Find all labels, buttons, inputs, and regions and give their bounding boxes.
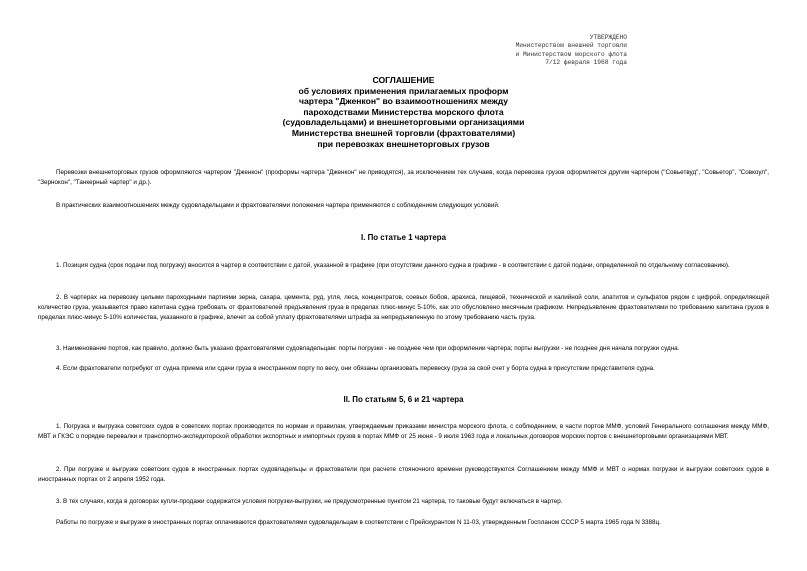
title-line: чартера "Дженкон" во взаимоотношениях между (298, 96, 509, 107)
paragraph (38, 261, 769, 271)
paragraph (38, 293, 769, 324)
paragraph-text: 2. При погрузке и выгрузке советских судов в иностранных портах судовладельцы и фрахтователи при расчете стояночного времени руководствуются Соглашением между ММФ и МВТ о нормах погрузки и выгрузки советских судов в иностранных портах от 2 апреля 1952 года. (38, 466, 769, 484)
paragraph (38, 344, 769, 354)
title-line: об условиях применения прилагаемых проформ (298, 85, 509, 96)
title-line: пароходствами Министерства морского флота (303, 106, 504, 117)
paragraph-text: 1. Погрузка и выгрузка советских судов в советских портах производится по нормам и правилам, утверждаемым приказами министра морского флота, с соблюдением, в части портов ММФ, условий Генерального соглашения между ММФ, МВТ и ГКЭС о порядке перевалки и транспортно-экспедиторской обработки экспортных и импортных грузов в портах ММФ от 25 июня - 9 июля 1963 года и локальных договоров морских портов с внешнеторговыми организациями МВТ. (38, 423, 769, 441)
paragraph-text: Работы по погрузке и выгрузке в иностранных портах оплачиваются фрахтователями судовладельцам в соответствии с Прейскурантом N 11-03, утвержденным Госпланом СССР 5 марта 1965 года N 3388ц. (56, 519, 661, 526)
section-heading: II. По статьям 5, 6 и 21 чартера (343, 395, 464, 404)
title-line: СОГЛАШЕНИЕ (372, 75, 435, 85)
approval-stamp (387, 34, 627, 68)
approval-date: 7/12 февраля 1968 года (545, 59, 627, 67)
paragraph (38, 364, 769, 374)
paragraph-text: 4. Если фрахтователи потребуют от судна приема или сдачи груза в иностранном порту по весу, они обязаны организовать перевеску груза за свой счет у борта судна в присутствии представителя судна. (56, 365, 655, 372)
paragraph-text: 1. Позиция судна (срок подачи под погрузку) вносится в чартер в соответствии с датой, указанной в графике (при отсутствии данного судна в графике - в соответствии с датой подачи, определенной по отдельному согласованию). (56, 262, 730, 269)
title-line: (судовладельцами) и внешнеторговыми организациями (282, 117, 525, 128)
section-heading: I. По статье 1 чартера (361, 233, 446, 242)
paragraph (38, 518, 769, 528)
paragraph (38, 465, 769, 485)
title-line: Министерства внешней торговли (фрахтователями) (291, 127, 516, 138)
approval-line: УТВЕРЖДЕНО (589, 34, 627, 41)
title-line: при перевозках внешнеторговых грузов (317, 138, 490, 149)
paragraph (38, 497, 769, 507)
approval-line: и Министерством морского флота (515, 50, 627, 58)
paragraph-text: 3. В тех случаях, когда в договорах купли-продажи содержатся условия погрузки-выгрузки, не предусмотренные пунктом 21 чартера, то таковые будут включаться в чартер. (56, 498, 563, 505)
paragraph (38, 422, 769, 442)
paragraph-text: 2. В чартерах на перевозку целыми пароходными партиями зерна, сахара, цемента, руд, угля, леса, концентратов, соевых бобов, арахиса, пищевой, технической и калийной соли, апатитов и сульфатов рядом с цифрой, определяющей количество груза, указывается право капитана судна требовать от фрахтователей предъявления груза в пределах плюс-минус 5-10%, как это обусловлено месячным графиком. Непредъявление фрахтователями по требованию капитана грузов в пределах плюс-минус 5-10% количества, указанного в графике, влечет за собой уплату фрахтователями штрафа за непредъявленную по этому требованию часть груза. (38, 294, 769, 322)
approval-line: Министерством внешней торговли (515, 42, 627, 50)
paragraph-text: 3. Наименование портов, как правило, должно быть указано фрахтователями судовладельцам: порты погрузки - не позднее чем при оформлении чартера; порты выгрузки - не позднее дня начала погрузки судна. (56, 345, 680, 352)
paragraph-text: Перевозки внешнеторговых грузов оформляются чартером "Дженкон" (проформы чартера "Дженкон" не приводятся), за исключением тех случаев, когда перевозка грузов оформляется другим чартером ("Совьетвуд", "Совьетор", "Совкоул", "Зернокон", "Танкерный чартер" и др.). (38, 169, 769, 187)
paragraph-text: В практических взаимоотношениях между судовладельцами и фрахтователями положения чартера применяются с соблюдением следующих условий. (56, 202, 500, 209)
document-title (0, 75, 807, 149)
paragraph (38, 168, 769, 188)
paragraph (38, 201, 769, 211)
